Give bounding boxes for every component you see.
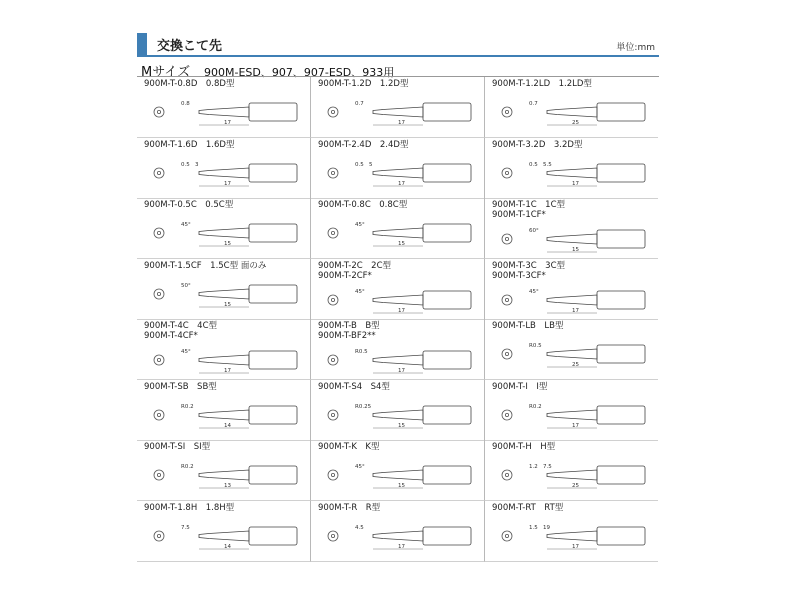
tip-body-outline — [597, 527, 645, 545]
tip-end-view-outer — [502, 234, 512, 244]
tip-end-view-inner — [331, 413, 334, 416]
tip-end-view-inner — [331, 298, 334, 301]
tip-end-view-inner — [331, 231, 334, 234]
tip-dimension-label: 60° — [529, 228, 539, 234]
tip-end-view-outer — [154, 355, 164, 365]
tip-dimension-label: 15 — [398, 241, 405, 247]
tip-cell — [311, 259, 485, 320]
tip-cell — [311, 138, 485, 199]
tip-body-outline — [249, 466, 297, 484]
tip-taper-outline — [547, 107, 597, 117]
tip-taper-outline — [547, 410, 597, 420]
tip-drawing — [485, 77, 658, 137]
tip-end-view-inner — [157, 231, 160, 234]
tip-drawing — [311, 319, 484, 379]
tip-body-outline — [423, 527, 471, 545]
tip-model-line: 900M-T-2.4D 2.4D型 — [318, 139, 409, 150]
tip-taper-outline — [373, 168, 423, 178]
tip-cell — [137, 501, 311, 562]
tip-end-view-outer — [328, 470, 338, 480]
tip-dimension-label: 17 — [572, 543, 579, 550]
tip-model-line: 900M-T-1.6D 1.6D型 — [144, 139, 235, 150]
tip-dimension-label: 25 — [572, 120, 579, 126]
tip-dimension-label: 1.5 — [529, 524, 538, 531]
tip-taper-outline — [373, 295, 423, 305]
tip-model-line: 900M-T-0.8C 0.8C型 — [318, 200, 408, 210]
tip-drawing — [485, 501, 658, 561]
tip-end-view-outer — [502, 107, 512, 117]
tip-dimension-label: 15 — [224, 301, 231, 308]
tip-dimension-label: 15 — [398, 422, 405, 429]
tip-model-line: 900M-T-1.8H 1.8H型 — [144, 502, 235, 513]
tip-dimension-label: 3 — [195, 161, 199, 168]
tip-end-view-outer — [502, 470, 512, 480]
tip-model-line: 900M-T-3C 3C型 — [492, 260, 566, 271]
tip-drawing — [311, 501, 484, 561]
tip-body-outline — [423, 351, 471, 369]
tip-dimension-label: 15 — [398, 483, 405, 489]
tip-model-line: 900M-T-K K型 — [318, 442, 380, 452]
tip-drawing — [137, 77, 310, 137]
tip-model-line: 900M-T-SB SB型 — [144, 381, 217, 392]
tip-end-view-outer — [154, 228, 164, 238]
tip-drawing — [311, 138, 484, 198]
tip-body-outline — [249, 527, 297, 545]
tip-model-line: 900M-T-LB LB型 — [492, 321, 564, 331]
tip-taper-outline — [199, 228, 249, 238]
tip-dimension-label: 17 — [398, 180, 405, 187]
tip-end-view-outer — [328, 410, 338, 420]
tip-cell — [485, 440, 658, 501]
tip-end-view-inner — [505, 534, 508, 537]
tip-dimension-label: 17 — [572, 422, 579, 429]
tip-body-outline — [423, 466, 471, 484]
tip-model-line: 900M-T-H H型 — [492, 442, 556, 452]
tip-taper-outline — [199, 168, 249, 178]
tip-dimension-label: R0.2 — [181, 464, 194, 470]
tip-cell — [137, 259, 311, 320]
tip-model-line: 900M-T-SI SI型 — [144, 442, 211, 452]
tip-dimension-label: R0.5 — [529, 343, 542, 349]
tip-end-view-inner — [505, 298, 508, 301]
tip-drawing — [311, 259, 484, 319]
tip-taper-outline — [199, 107, 249, 117]
tip-dimension-label: 14 — [224, 422, 231, 429]
tip-end-view-inner — [505, 473, 508, 476]
tip-dimension-label: 0.5 — [529, 161, 538, 168]
tip-model-line: 900M-T-2C 2C型 — [318, 260, 392, 271]
tip-dimension-label: 15 — [572, 247, 579, 253]
tip-model-line: 900M-T-RT RT型 — [492, 502, 564, 513]
tip-model-line: 900M-T-R R型 — [318, 502, 381, 513]
tip-dimension-label: R0.2 — [181, 403, 194, 410]
tip-dimension-label: 5 — [369, 161, 373, 168]
tip-end-view-inner — [505, 237, 508, 240]
tip-cell — [485, 138, 658, 199]
tip-dimension-label: 17 — [398, 543, 405, 550]
tip-end-view-inner — [331, 534, 334, 537]
tip-end-view-outer — [502, 295, 512, 305]
tip-taper-outline — [199, 410, 249, 420]
tip-cell — [311, 501, 485, 562]
tip-cell — [137, 440, 311, 501]
tip-drawing — [137, 259, 310, 319]
tip-dimension-label: 17 — [572, 307, 579, 314]
tip-body-outline — [423, 406, 471, 424]
tip-end-view-outer — [328, 531, 338, 541]
tip-dimension-label: 45° — [181, 349, 191, 355]
tip-dimension-label: R0.25 — [355, 403, 372, 410]
tip-end-view-inner — [505, 110, 508, 113]
tip-dimension-label: 13 — [224, 483, 231, 489]
tip-dimension-label: 17 — [398, 307, 405, 314]
tip-taper-outline — [547, 168, 597, 178]
tip-dimension-label: 0.5 — [355, 161, 364, 168]
tip-model-line: 900M-T-1.2D 1.2D型 — [318, 79, 409, 89]
tip-drawing — [137, 198, 310, 258]
tip-taper-outline — [547, 234, 597, 244]
tip-taper-outline — [547, 470, 597, 480]
tip-cell — [137, 319, 311, 380]
tip-body-outline — [597, 345, 645, 363]
tip-dimension-label: 19 — [543, 524, 550, 531]
tip-dimension-label: 17 — [224, 180, 231, 187]
tip-dimension-label: 5.5 — [543, 161, 552, 168]
tip-taper-outline — [199, 355, 249, 365]
tip-model-line: 900M-T-2CF* — [318, 270, 372, 281]
tip-cell — [485, 198, 658, 259]
tip-end-view-inner — [505, 413, 508, 416]
tip-dimension-label: 17 — [572, 180, 579, 187]
tip-cell — [137, 77, 311, 138]
tip-taper-outline — [547, 531, 597, 541]
tip-body-outline — [597, 164, 645, 182]
tip-dimension-label: R0.5 — [355, 349, 368, 355]
tip-taper-outline — [199, 289, 249, 299]
tip-model-line: 900M-T-1.2LD 1.2LD型 — [492, 79, 592, 89]
tip-body-outline — [249, 351, 297, 369]
tip-drawing — [137, 440, 310, 500]
tip-dimension-label: 4.5 — [355, 524, 364, 531]
tip-model-line: 900M-T-0.8D 0.8D型 — [144, 79, 235, 89]
tip-end-view-outer — [154, 470, 164, 480]
tip-dimension-label: R0.2 — [529, 403, 542, 410]
catalog-header — [137, 33, 659, 57]
tip-cell — [485, 319, 658, 380]
section-models: 900M-ESD、907、907-ESD、933用 — [204, 66, 395, 79]
tip-taper-outline — [373, 531, 423, 541]
tip-drawing — [485, 319, 658, 379]
tip-model-line: 900M-T-1CF* — [492, 210, 546, 220]
tip-dimension-label: 25 — [572, 483, 579, 489]
tip-end-view-inner — [157, 110, 160, 113]
tip-model-line: 900M-T-1C 1C型 — [492, 200, 566, 210]
tip-end-view-outer — [502, 531, 512, 541]
tip-dimension-label: 17 — [224, 120, 231, 126]
tip-end-view-inner — [505, 352, 508, 355]
tip-body-outline — [597, 291, 645, 309]
tip-body-outline — [423, 291, 471, 309]
tip-end-view-inner — [157, 413, 160, 416]
tip-drawing — [137, 319, 310, 379]
tip-dimension-label: 14 — [224, 543, 231, 550]
tip-dimension-label: 45° — [181, 222, 191, 228]
tip-dimension-label: 25 — [572, 362, 579, 368]
tip-taper-outline — [547, 295, 597, 305]
section-title: Mサイズ — [141, 65, 191, 80]
tip-body-outline — [597, 230, 645, 248]
tip-drawing — [485, 440, 658, 500]
tip-end-view-inner — [331, 358, 334, 361]
tip-dimension-label: 17 — [224, 368, 231, 374]
tip-end-view-outer — [154, 410, 164, 420]
tip-model-line: 900M-T-1.5CF 1.5C型 面のみ — [144, 260, 267, 271]
tip-drawing — [485, 259, 658, 319]
tip-drawing — [137, 138, 310, 198]
tip-cell — [137, 380, 311, 441]
tip-cell — [311, 198, 485, 259]
tip-body-outline — [249, 164, 297, 182]
tip-body-outline — [249, 285, 297, 303]
tip-body-outline — [597, 406, 645, 424]
tip-model-line: 900M-T-4C 4C型 — [144, 321, 218, 331]
tip-cell — [311, 440, 485, 501]
tip-end-view-inner — [157, 292, 160, 295]
tip-end-view-outer — [502, 168, 512, 178]
tip-model-line: 900M-T-I I型 — [492, 381, 548, 392]
tip-drawing — [485, 138, 658, 198]
tip-end-view-inner — [157, 171, 160, 174]
tip-dimension-label: 50° — [181, 282, 191, 289]
tip-drawing — [311, 198, 484, 258]
tip-cell — [311, 319, 485, 380]
tip-dimension-label: 0.8 — [181, 101, 190, 107]
tip-drawing — [311, 77, 484, 137]
tip-model-line: 900M-T-0.5C 0.5C型 — [144, 200, 234, 210]
tip-model-line: 900M-T-S4 S4型 — [318, 381, 390, 392]
tip-drawing — [137, 501, 310, 561]
tip-dimension-label: 45° — [355, 222, 365, 228]
tip-taper-outline — [373, 228, 423, 238]
tip-cell — [137, 198, 311, 259]
tip-cell — [485, 77, 658, 138]
tip-dimension-label: 45° — [355, 464, 365, 470]
tip-end-view-outer — [502, 410, 512, 420]
tip-body-outline — [423, 164, 471, 182]
tip-cell — [485, 259, 658, 320]
tip-taper-outline — [373, 107, 423, 117]
tip-body-outline — [249, 406, 297, 424]
tip-taper-outline — [373, 355, 423, 365]
tip-end-view-inner — [505, 171, 508, 174]
tip-dimension-label: 0.7 — [529, 101, 538, 107]
tip-cell — [311, 77, 485, 138]
tip-grid — [137, 76, 659, 563]
tip-end-view-outer — [154, 289, 164, 299]
tip-end-view-outer — [328, 295, 338, 305]
tip-taper-outline — [199, 531, 249, 541]
tip-drawing — [485, 198, 658, 258]
tip-end-view-outer — [154, 107, 164, 117]
tip-model-line: 900M-T-BF2** — [318, 331, 376, 341]
tip-body-outline — [249, 224, 297, 242]
tip-body-outline — [423, 224, 471, 242]
tip-drawing — [137, 380, 310, 440]
tip-end-view-inner — [157, 358, 160, 361]
tip-end-view-outer — [154, 531, 164, 541]
tip-end-view-outer — [328, 107, 338, 117]
tip-cell — [485, 380, 658, 441]
tip-body-outline — [423, 103, 471, 121]
tip-dimension-label: 7.5 — [181, 524, 190, 531]
tip-dimension-label: 0.7 — [355, 101, 364, 107]
tip-end-view-inner — [157, 534, 160, 537]
tip-dimension-label: 1.2 — [529, 464, 538, 470]
tip-body-outline — [597, 466, 645, 484]
tip-end-view-outer — [502, 349, 512, 359]
tip-end-view-outer — [328, 168, 338, 178]
tip-dimension-label: 0.5 — [181, 161, 190, 168]
tip-model-line: 900M-T-4CF* — [144, 331, 198, 341]
tip-dimension-label: 45° — [529, 288, 539, 295]
tip-cell — [485, 501, 658, 562]
tip-model-line: 900M-T-3.2D 3.2D型 — [492, 139, 583, 150]
tip-body-outline — [597, 103, 645, 121]
tip-taper-outline — [547, 349, 597, 359]
header-accent-bar — [137, 33, 147, 55]
tip-cell — [137, 138, 311, 199]
tip-dimension-label: 15 — [224, 241, 231, 247]
tip-model-line: 900M-T-3CF* — [492, 270, 546, 281]
tip-dimension-label: 45° — [355, 288, 365, 295]
tip-cell — [311, 380, 485, 441]
tip-taper-outline — [373, 410, 423, 420]
page-title: 交換こて先 — [157, 39, 223, 54]
tip-end-view-outer — [328, 228, 338, 238]
tip-drawing — [311, 380, 484, 440]
tip-end-view-inner — [331, 110, 334, 113]
tip-end-view-outer — [328, 355, 338, 365]
tip-body-outline — [249, 103, 297, 121]
tip-dimension-label: 7.5 — [543, 464, 552, 470]
tip-drawing — [485, 380, 658, 440]
tip-end-view-outer — [154, 168, 164, 178]
tip-dimension-label: 17 — [398, 368, 405, 374]
tip-dimension-label: 17 — [398, 120, 405, 126]
tip-end-view-inner — [157, 473, 160, 476]
tip-model-line: 900M-T-B B型 — [318, 321, 380, 331]
tip-end-view-inner — [331, 473, 334, 476]
unit-note: 単位:mm — [616, 43, 655, 53]
tip-taper-outline — [199, 470, 249, 480]
tip-taper-outline — [373, 470, 423, 480]
tip-end-view-inner — [331, 171, 334, 174]
tip-drawing — [311, 440, 484, 500]
